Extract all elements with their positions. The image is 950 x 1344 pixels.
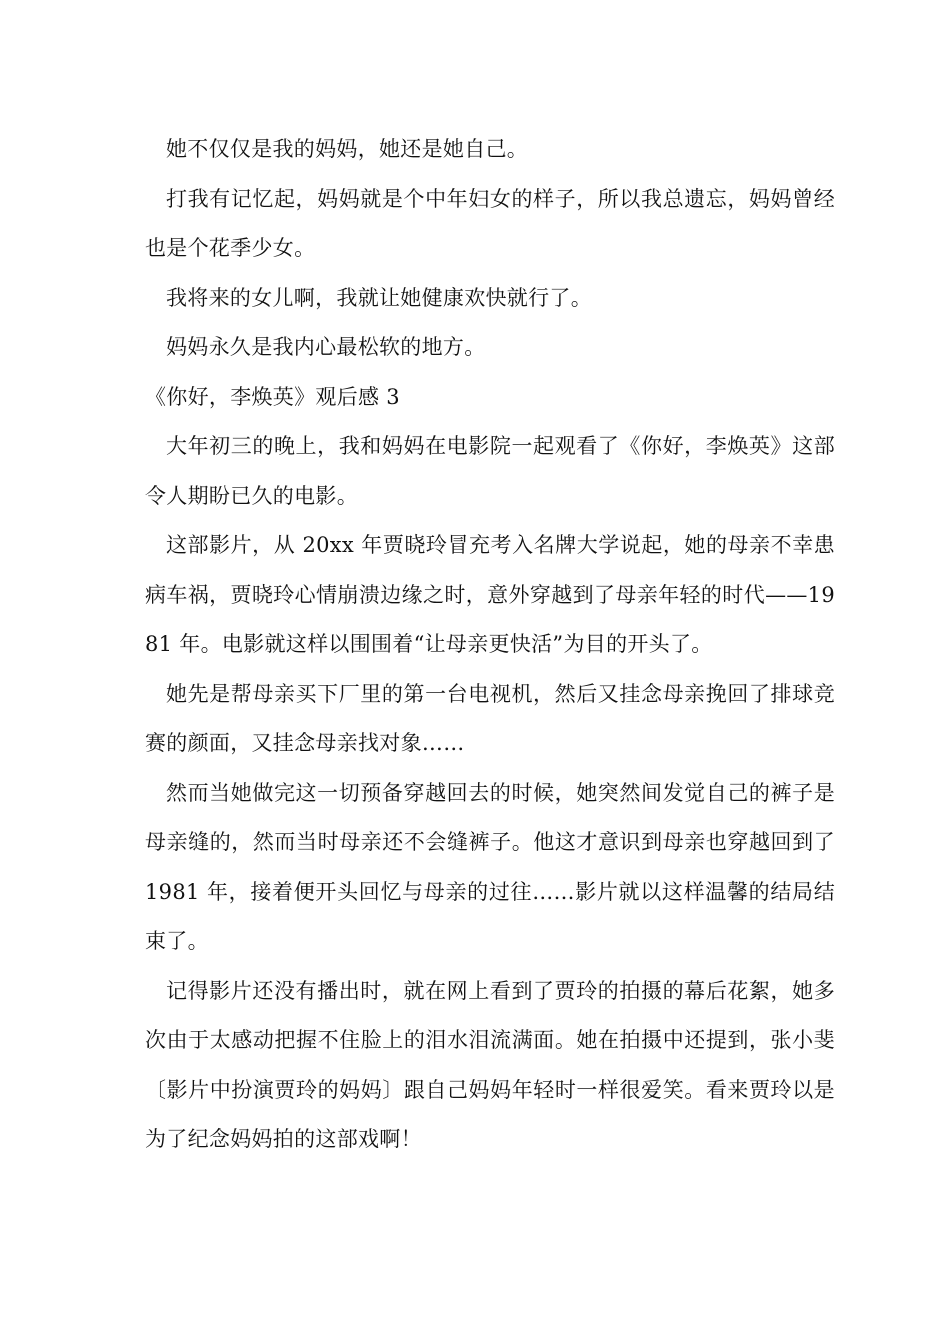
paragraph: 这部影片，从 20xx 年贾晓玲冒充考入名牌大学说起，她的母亲不幸患病车祸，贾晓玲心情崩溃边缘之时，意外穿越到了母亲年轻的时代——1981 年。电影就这样以围围着“让母亲更快活”为目的开头了。: [145, 533, 835, 656]
document-body: [145, 125, 842, 1165]
paragraph: 妈妈永久是我内心最松软的地方。: [166, 335, 486, 359]
section-heading: 《你好，李焕英》观后感 3: [145, 384, 400, 409]
paragraph: 打我有记忆起，妈妈就是个中年妇女的样子，所以我总遗忘，妈妈曾经也是个花季少女。: [145, 186, 835, 260]
paragraph: 她不仅仅是我的妈妈，她还是她自己。: [166, 137, 529, 161]
paragraph: 大年初三的晚上，我和妈妈在电影院一起观看了《你好，李焕英》这部令人期盼已久的电影。: [145, 434, 835, 508]
paragraph: 她先是帮母亲买下厂里的第一台电视机，然后又挂念母亲挽回了排球竞赛的颜面，又挂念母亲找对象……: [145, 681, 835, 755]
paragraph: 我将来的女儿啊，我就让她健康欢快就行了。: [166, 285, 592, 310]
paragraph: 然而当她做完这一切预备穿越回去的时候，她突然间发觉自己的裤子是母亲缝的，然而当时母亲还不会缝裤子。他这才意识到母亲也穿越回到了 1981 年，接着便开头回忆与母亲的过往……影片就以这样温馨的结局结束了。: [145, 780, 842, 953]
paragraph: 记得影片还没有播出时，就在网上看到了贾玲的拍摄的幕后花絮，她多次由于太感动把握不住脸上的泪水泪流满面。她在拍摄中还提到，张小斐〔影片中扮演贾玲的妈妈〕跟自己妈妈年轻时一样很爱笑。看来贾玲以是为了纪念妈妈拍的这部戏啊！: [145, 978, 835, 1151]
